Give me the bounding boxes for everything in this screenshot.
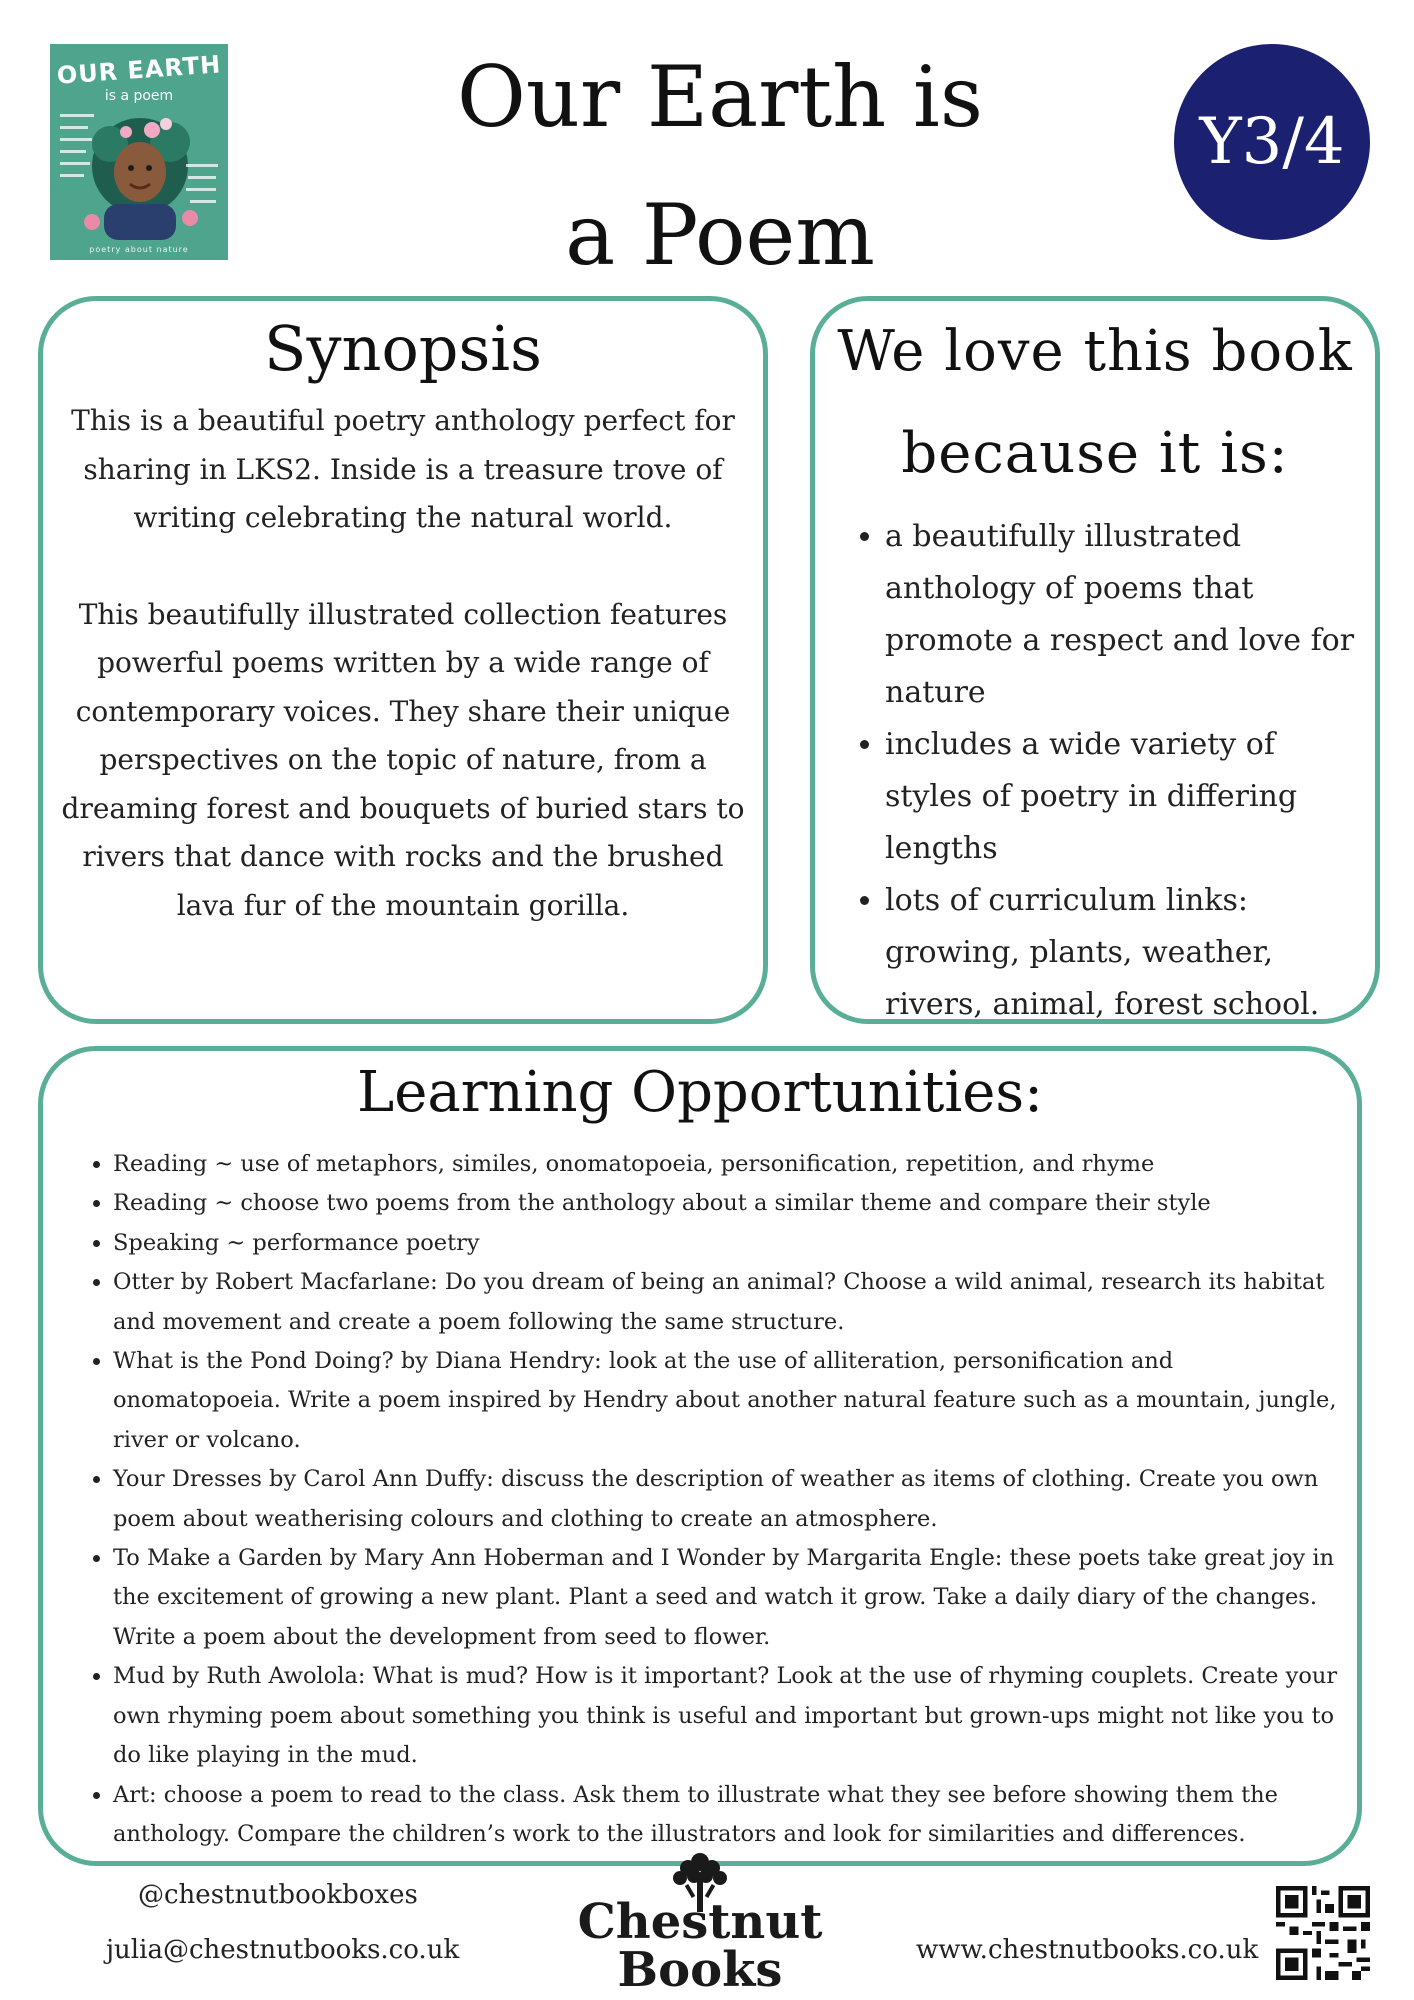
qr-code-icon[interactable] [1276,1886,1370,1980]
reasons-list-item: • a beautifully illustrated anthology of poems that promote a respect and love for nature [885,511,1363,719]
reasons-panel [810,296,1380,1024]
synopsis-paragraph: This is a beautiful poetry anthology perfect for sharing in LKS2. Inside is a treasure trove of writing celebrating the natural world. [71,404,735,534]
reasons-list-item: • lots of curriculum links: growing, plants, weather, rivers, animal, forest school. [885,875,1363,1031]
book-cover-image [50,44,228,260]
learning-list-item: • Otter by Robert Macfarlane: Do you dream of being an animal? Choose a wild animal, research its habitat and movement and create a poem following the same structure. [113,1263,1343,1342]
learning-opportunities-panel [38,1046,1362,1866]
synopsis-text [57,397,749,930]
reasons-list-item: • includes a wide variety of styles of poetry in differing lengths [885,719,1363,875]
synopsis-paragraph: This beautifully illustrated collection features powerful poems written by a wide range of contemporary voices. They share their unique perspectives on the topic of nature, from a dreaming forest and bouquets of buried stars to rivers that dance with rocks and the brushed lava fur of the mountain gorilla. [61,597,745,922]
logo-text [570,1894,830,1998]
learning-list-item: • Mud by Ruth Awolola: What is mud? How is it important? Look at the use of rhyming couplets. Create your own rhyming poem about something you think is useful and important but grown-ups might not like you to do like playing in the mud. [113,1657,1343,1775]
page-title-line-1: Our Earth is [457,48,983,146]
learning-list-item: • To Make a Garden by Mary Ann Hoberman and I Wonder by Margarita Engle: these poets take great joy in the excitement of growing a new plant. Plant a seed and watch it grow. Take a daily diary of the changes. Write a poem about the development from seed to flower. [113,1539,1343,1657]
year-group-badge: Y3/4 [1174,44,1370,240]
learning-list-item: • Your Dresses by Carol Ann Duffy: discuss the description of weather as items of clothing. Create you own poem about weatherising colours and clothing to create an atmosphere. [113,1460,1343,1539]
social-handle: @chestnutbookboxes [138,1880,418,1910]
synopsis-panel [38,296,768,1024]
logo-text-line-2: Books [617,1942,783,1998]
synopsis-heading: Synopsis [264,312,542,385]
reasons-list [815,511,1375,1031]
learning-opportunities-heading: Learning Opportunities: [357,1060,1043,1125]
cover-footer-text: poetry about nature [89,245,189,254]
contact-email[interactable]: julia@chestnutbooks.co.uk [106,1935,460,1965]
reasons-heading-line-1: We love this book [837,319,1353,384]
website-link[interactable]: www.chestnutbooks.co.uk [916,1935,1259,1965]
cover-title: OUR EARTH [55,50,223,90]
cover-subtitle: is a poem [104,88,174,104]
learning-list-item: • Reading ~ use of metaphors, similes, onomatopoeia, personification, repetition, and rhyme [113,1145,1343,1184]
page-title-line-2: a Poem [565,186,875,284]
reasons-heading-line-2: because it is: [901,421,1289,486]
learning-list-item: • Speaking ~ performance poetry [113,1224,1343,1263]
learning-opportunities-list [43,1145,1357,1854]
chestnut-books-logo [570,1848,830,1998]
reasons-heading [815,301,1375,505]
learning-list-item: • Art: choose a poem to read to the class. Ask them to illustrate what they see before showing them the anthology. Compare the children’s work to the illustrators and look for similarities and differences. [113,1776,1343,1855]
page-title [390,28,1050,304]
learning-list-item: • Reading ~ choose two poems from the anthology about a similar theme and compare their style [113,1184,1343,1223]
learning-list-item: • What is the Pond Doing? by Diana Hendry: look at the use of alliteration, personification and onomatopoeia. Write a poem inspired by Hendry about another natural feature such as a mountain, jungle, river or volcano. [113,1342,1343,1460]
logo-text-line-1: Chestnut [577,1894,823,1950]
